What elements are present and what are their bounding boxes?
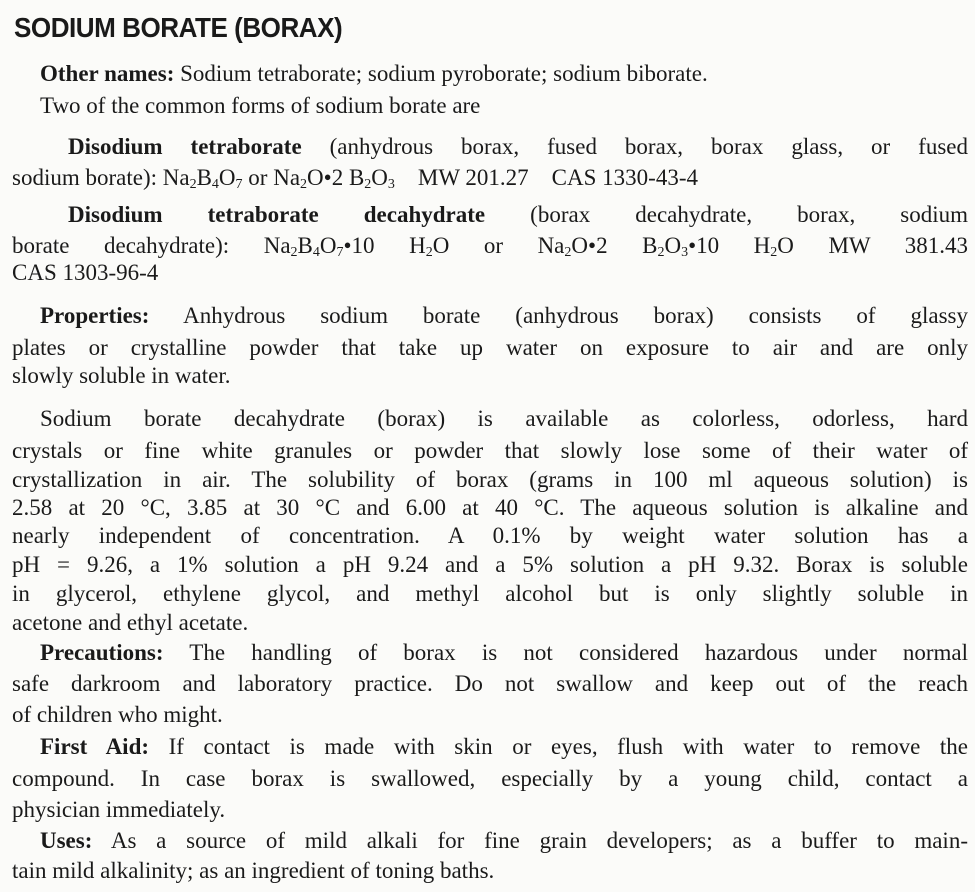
precautions-line1	[12, 639, 968, 667]
other-names-label: Other names:	[40, 61, 175, 86]
form2-line1	[12, 201, 968, 229]
form1-line1	[12, 133, 968, 161]
form2-mw: MW 381.43	[828, 233, 969, 258]
p2-line5: nearly independent of concentration. A 0.1% by weight water solution has a	[12, 523, 968, 548]
form1-line2: sodium borate): $Na_2B_4O_7$ or $Na_2O•2$ $B_2O_3$ MW 201.27 CAS 1330-43-4	[12, 165, 698, 192]
first-aid-line3: physician immediately.	[12, 797, 226, 822]
first-aid-label: First Aid:	[40, 734, 150, 759]
properties-line3: slowly soluble in water.	[12, 363, 231, 388]
form1-aliases: (anhydrous borax, fused borax, borax glass, or fused	[301, 134, 968, 159]
form2-aliases: (borax decahydrate, borax, sodium	[485, 202, 969, 227]
p2-line3: crystallization in air. The solubility of borax (grams in 100 ml aqueous solution) is	[12, 467, 968, 492]
form1-cas: CAS 1330-43-4	[551, 165, 698, 190]
properties-line1	[12, 302, 968, 330]
properties-text: Anhydrous sodium borate (anhydrous borax) consists of glassy	[149, 303, 968, 328]
precautions-label: Precautions:	[40, 640, 164, 665]
intro-line: Two of the common forms of sodium borate are	[40, 93, 481, 118]
form1-mw: MW 201.27	[417, 165, 529, 190]
p2-line6: pH = 9.26, a 1% solution a pH 9.24 and a 5% solution a pH 9.32. Borax is soluble	[12, 552, 968, 577]
precautions-line3: of children who might.	[12, 702, 223, 727]
precautions-line2: safe darkroom and laboratory practice. Do not swallow and keep out of the reach	[12, 671, 968, 696]
form2-name: Disodium tetraborate decahydrate	[68, 202, 486, 227]
p2-line2: crystals or fine white granules or powder that slowly lose some of their water of	[12, 438, 968, 463]
precautions-text: The handling of borax is not considered hazardous under normal	[163, 640, 968, 665]
uses-line1	[12, 827, 968, 855]
p2-line8: acetone and ethyl acetate.	[12, 610, 249, 635]
uses-text: As a source of mild alkali for fine grain developers; as a buffer to main-	[92, 828, 968, 853]
form1-formula: $Na_2B_4O_7$ or $Na_2O•2$ $B_2O_3$	[162, 165, 395, 192]
other-names-text: Sodium tetraborate; sodium pyroborate; sodium biborate.	[174, 61, 708, 86]
first-aid-text: If contact is made with skin or eyes, flush with water to remove the	[149, 734, 968, 759]
first-aid-line1	[12, 733, 968, 761]
form1-name: Disodium tetraborate	[68, 134, 302, 159]
p2-line7: in glycerol, ethylene glycol, and methyl alcohol but is only slightly soluble in	[12, 581, 968, 606]
properties-label: Properties:	[40, 303, 150, 328]
other-names-line	[12, 60, 968, 88]
form2-cas: CAS 1303-96-4	[12, 260, 159, 285]
uses-line2: tain mild alkalinity; as an ingredient of toning baths.	[12, 858, 495, 883]
page-title: SODIUM BORATE (BORAX)	[14, 12, 343, 43]
first-aid-line2: compound. In case borax is swallowed, especially by a young child, contact a	[12, 766, 968, 791]
properties-line2: plates or crystalline powder that take up water on exposure to air and are only	[12, 335, 968, 360]
form2-formula: $Na_2B_4O_7•10$ $H_2O$ or $Na_2O•2$ $B_2O_3•10$ $H_2O$	[263, 233, 794, 260]
p2-line4: 2.58 at 20 °C, 3.85 at 30 °C and 6.00 at 40 °C. The aqueous solution is alkaline and	[12, 495, 968, 520]
p2-line1: Sodium borate decahydrate (borax) is available as colorless, odorless, hard	[40, 406, 968, 431]
uses-label: Uses:	[40, 828, 93, 853]
form2-line2: borate decahydrate): $Na_2B_4O_7•10$ $H_2O$ or $Na_2O•2$ $B_2O_3•10$ $H_2O$ MW 381.43	[12, 233, 969, 260]
